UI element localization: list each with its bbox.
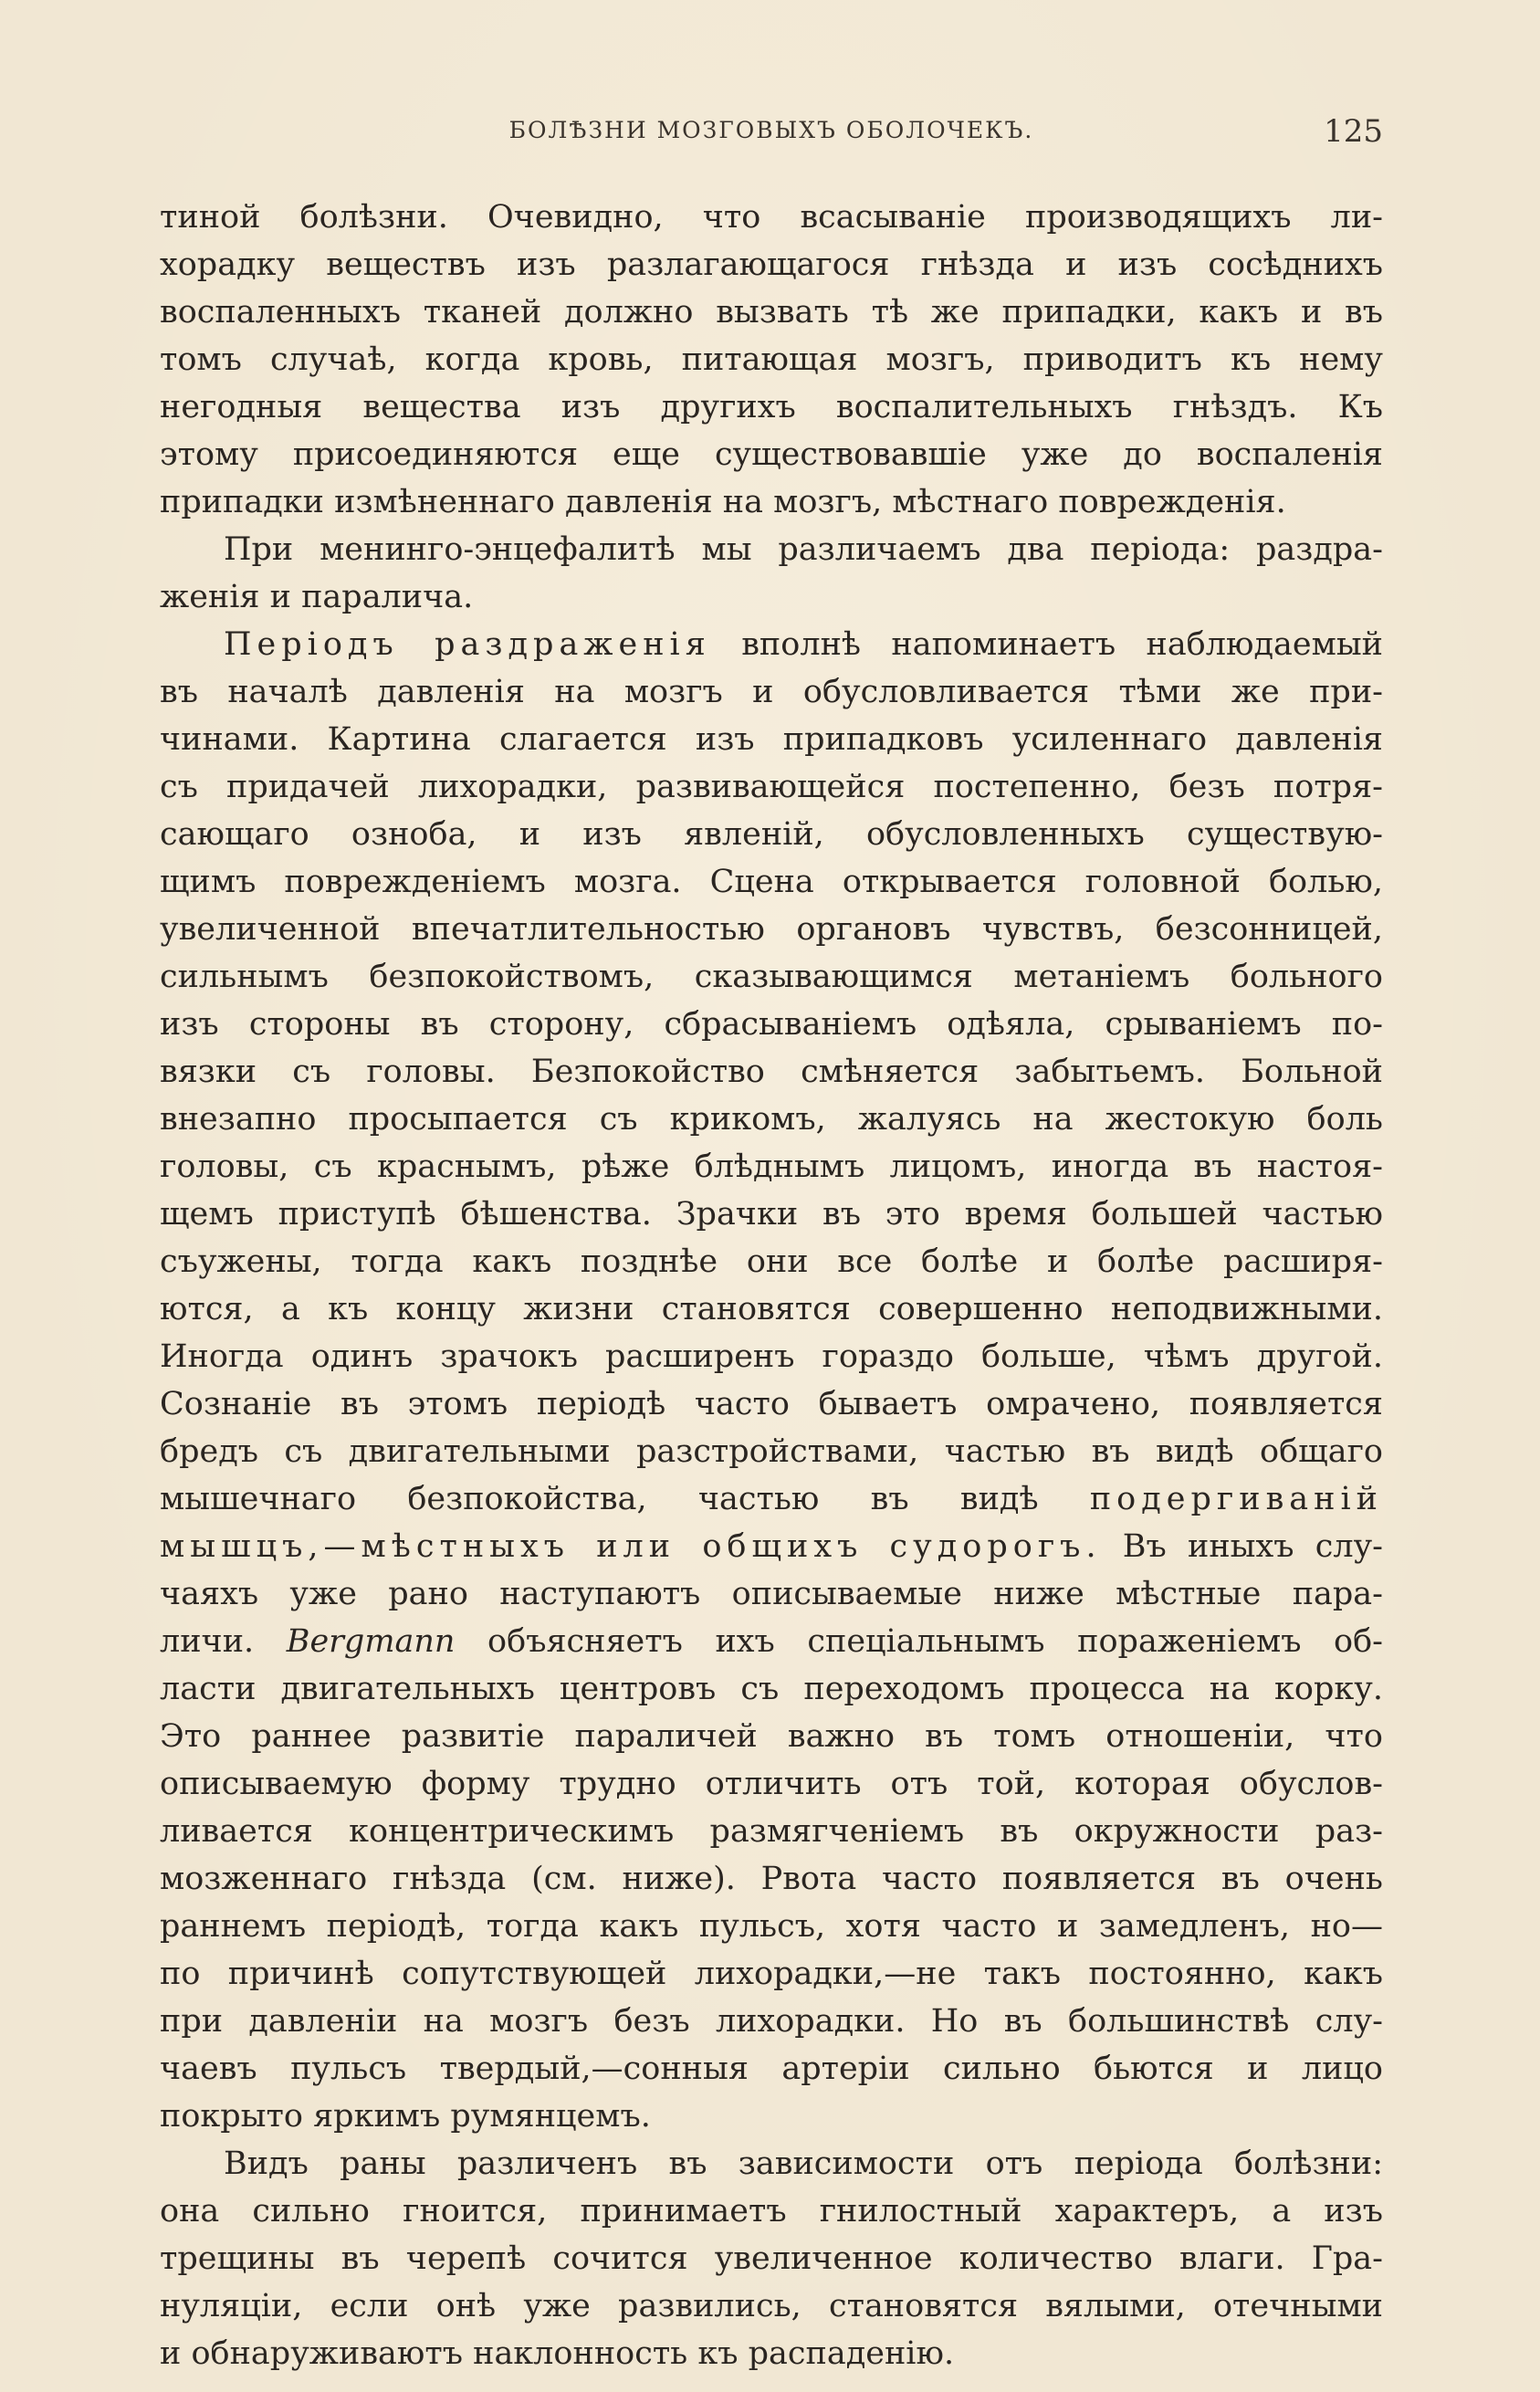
text-line: сильнымъ безпокойствомъ, сказывающимся метаніемъ больного <box>160 959 1383 995</box>
paragraph-start: Видъ раны различенъ въ зависимости отъ періода болѣзни: <box>224 2145 1383 2182</box>
text-line: головы, съ краснымъ, рѣже блѣднымъ лицомъ, иногда въ настоя- <box>160 1149 1383 1185</box>
text-line: мозженнаго гнѣзда (см. ниже). Рвота часто появляется въ очень <box>160 1861 1383 1897</box>
text-line: нуляціи, если онѣ уже развились, становятся вялыми, отечными <box>160 2288 1383 2324</box>
text-line: ливается концентрическимъ размягченіемъ въ окружности раз- <box>160 1813 1383 1850</box>
body-text <box>160 194 1383 2377</box>
text-line: и обнаруживаютъ наклонность къ распаденію. <box>160 2335 955 2372</box>
text-line: съ придачей лихорадки, развивающейся постепенно, безъ потря- <box>160 769 1383 805</box>
text-line: хорадку веществъ изъ разлагающагося гнѣзда и изъ сосѣднихъ <box>160 247 1383 283</box>
text-line: она сильно гноится, принимаетъ гнилостный характеръ, а изъ <box>160 2193 1383 2229</box>
text-line: Иногда одинъ зрачокъ расширенъ гораздо больше, чѣмъ другой. <box>160 1338 1383 1375</box>
text-line: покрыто яркимъ румянцемъ. <box>160 2098 651 2135</box>
text-line: ются, а къ концу жизни становятся совершенно неподвижными. <box>160 1291 1383 1327</box>
text-line: чинами. Картина слагается изъ припадковъ усиленнаго давленія <box>160 721 1383 758</box>
text-line: мышцъ,—мѣстныхъ или общихъ судорогъ. Въ иныхъ слу- <box>160 1528 1383 1565</box>
text-line: щемъ приступѣ бѣшенства. Зрачки въ это время большей частью <box>160 1196 1383 1233</box>
text-line: бредъ съ двигательными разстройствами, частью въ видѣ общаго <box>160 1433 1383 1470</box>
spaced-term: мышцъ,—мѣстныхъ или общихъ судорогъ. <box>160 1528 1102 1565</box>
text-line: въ началѣ давленія на мозгъ и обусловливается тѣми же при- <box>160 674 1383 710</box>
text-line: женія и паралича. <box>160 579 474 615</box>
text-line: Это раннее развитіе параличей важно въ томъ отношеніи, что <box>160 1718 1383 1755</box>
text-line: этому присоединяются еще существовавшіе уже до воспаленія <box>160 436 1383 473</box>
text-line: изъ стороны въ сторону, сбрасываніемъ одѣяла, срываніемъ по- <box>160 1006 1383 1043</box>
text-line: ласти двигательныхъ центровъ съ переходомъ процесса на корку. <box>160 1671 1383 1707</box>
text-line: чаяхъ уже рано наступаютъ описываемые ниже мѣстные пара- <box>160 1576 1383 1612</box>
page-number: 125 <box>1324 113 1383 150</box>
text-line: Сознаніе въ этомъ періодѣ часто бываетъ омрачено, появляется <box>160 1386 1383 1422</box>
text-line: негодныя вещества изъ другихъ воспалительныхъ гнѣздъ. Къ <box>160 389 1383 425</box>
author-name: Bergmann <box>286 1623 456 1660</box>
text-line: припадки измѣненнаго давленія на мозгъ, мѣстнаго поврежденія. <box>160 484 1286 520</box>
text-line: съужены, тогда какъ позднѣе они все болѣе и болѣе расширя- <box>160 1243 1383 1280</box>
text-line: сающаго озноба, и изъ явленій, обусловленныхъ существую- <box>160 816 1383 853</box>
text-line: томъ случаѣ, когда кровь, питающая мозгъ, приводитъ къ нему <box>160 341 1383 378</box>
text-line: щимъ поврежденіемъ мозга. Сцена открывается головной болью, <box>160 864 1383 900</box>
text-line: воспаленныхъ тканей должно вызвать тѣ же припадки, какъ и въ <box>160 294 1383 330</box>
text-line: описываемую форму трудно отличить отъ той, которая обуслов- <box>160 1766 1383 1802</box>
text-line: увеличенной впечатлительностью органовъ чувствъ, безсонницей, <box>160 911 1383 948</box>
text-line: мышечнаго безпокойства, частью въ видѣ подергиваній <box>160 1481 1383 1517</box>
spaced-term: Періодъ раздраженія <box>224 626 711 663</box>
running-title: БОЛѢЗНИ МОЗГОВЫХЪ ОБОЛОЧЕКЪ. <box>508 117 1034 143</box>
text-line: вязки съ головы. Безпокойство смѣняется забытьемъ. Больной <box>160 1054 1383 1090</box>
paragraph-start: Періодъ раздраженія вполнѣ напоминаетъ наблюдаемый <box>224 626 1383 663</box>
text-line: при давленіи на мозгъ безъ лихорадки. Но въ большинствѣ слу- <box>160 2003 1383 2040</box>
page-header <box>160 113 1383 153</box>
paragraph-start: При менинго-энцефалитѣ мы различаемъ два періода: раздра- <box>224 531 1383 568</box>
text-line: раннемъ періодѣ, тогда какъ пульсъ, хотя часто и замедленъ, но— <box>160 1908 1383 1945</box>
text-line: личи. Bergmann объясняетъ ихъ спеціальнымъ пораженіемъ об- <box>160 1623 1383 1660</box>
text-line: чаевъ пульсъ твердый,—сонныя артеріи сильно бьются и лицо <box>160 2051 1383 2087</box>
spaced-term: подергиваній <box>1089 1481 1383 1517</box>
text-line: по причинѣ сопутствующей лихорадки,—не такъ постоянно, какъ <box>160 1956 1383 1992</box>
text-line: внезапно просыпается съ крикомъ, жалуясь на жестокую боль <box>160 1101 1383 1138</box>
text-line: тиной болѣзни. Очевидно, что всасываніе производящихъ ли- <box>160 199 1383 236</box>
text-line: трещины въ черепѣ сочится увеличенное количество влаги. Гра- <box>160 2240 1383 2277</box>
